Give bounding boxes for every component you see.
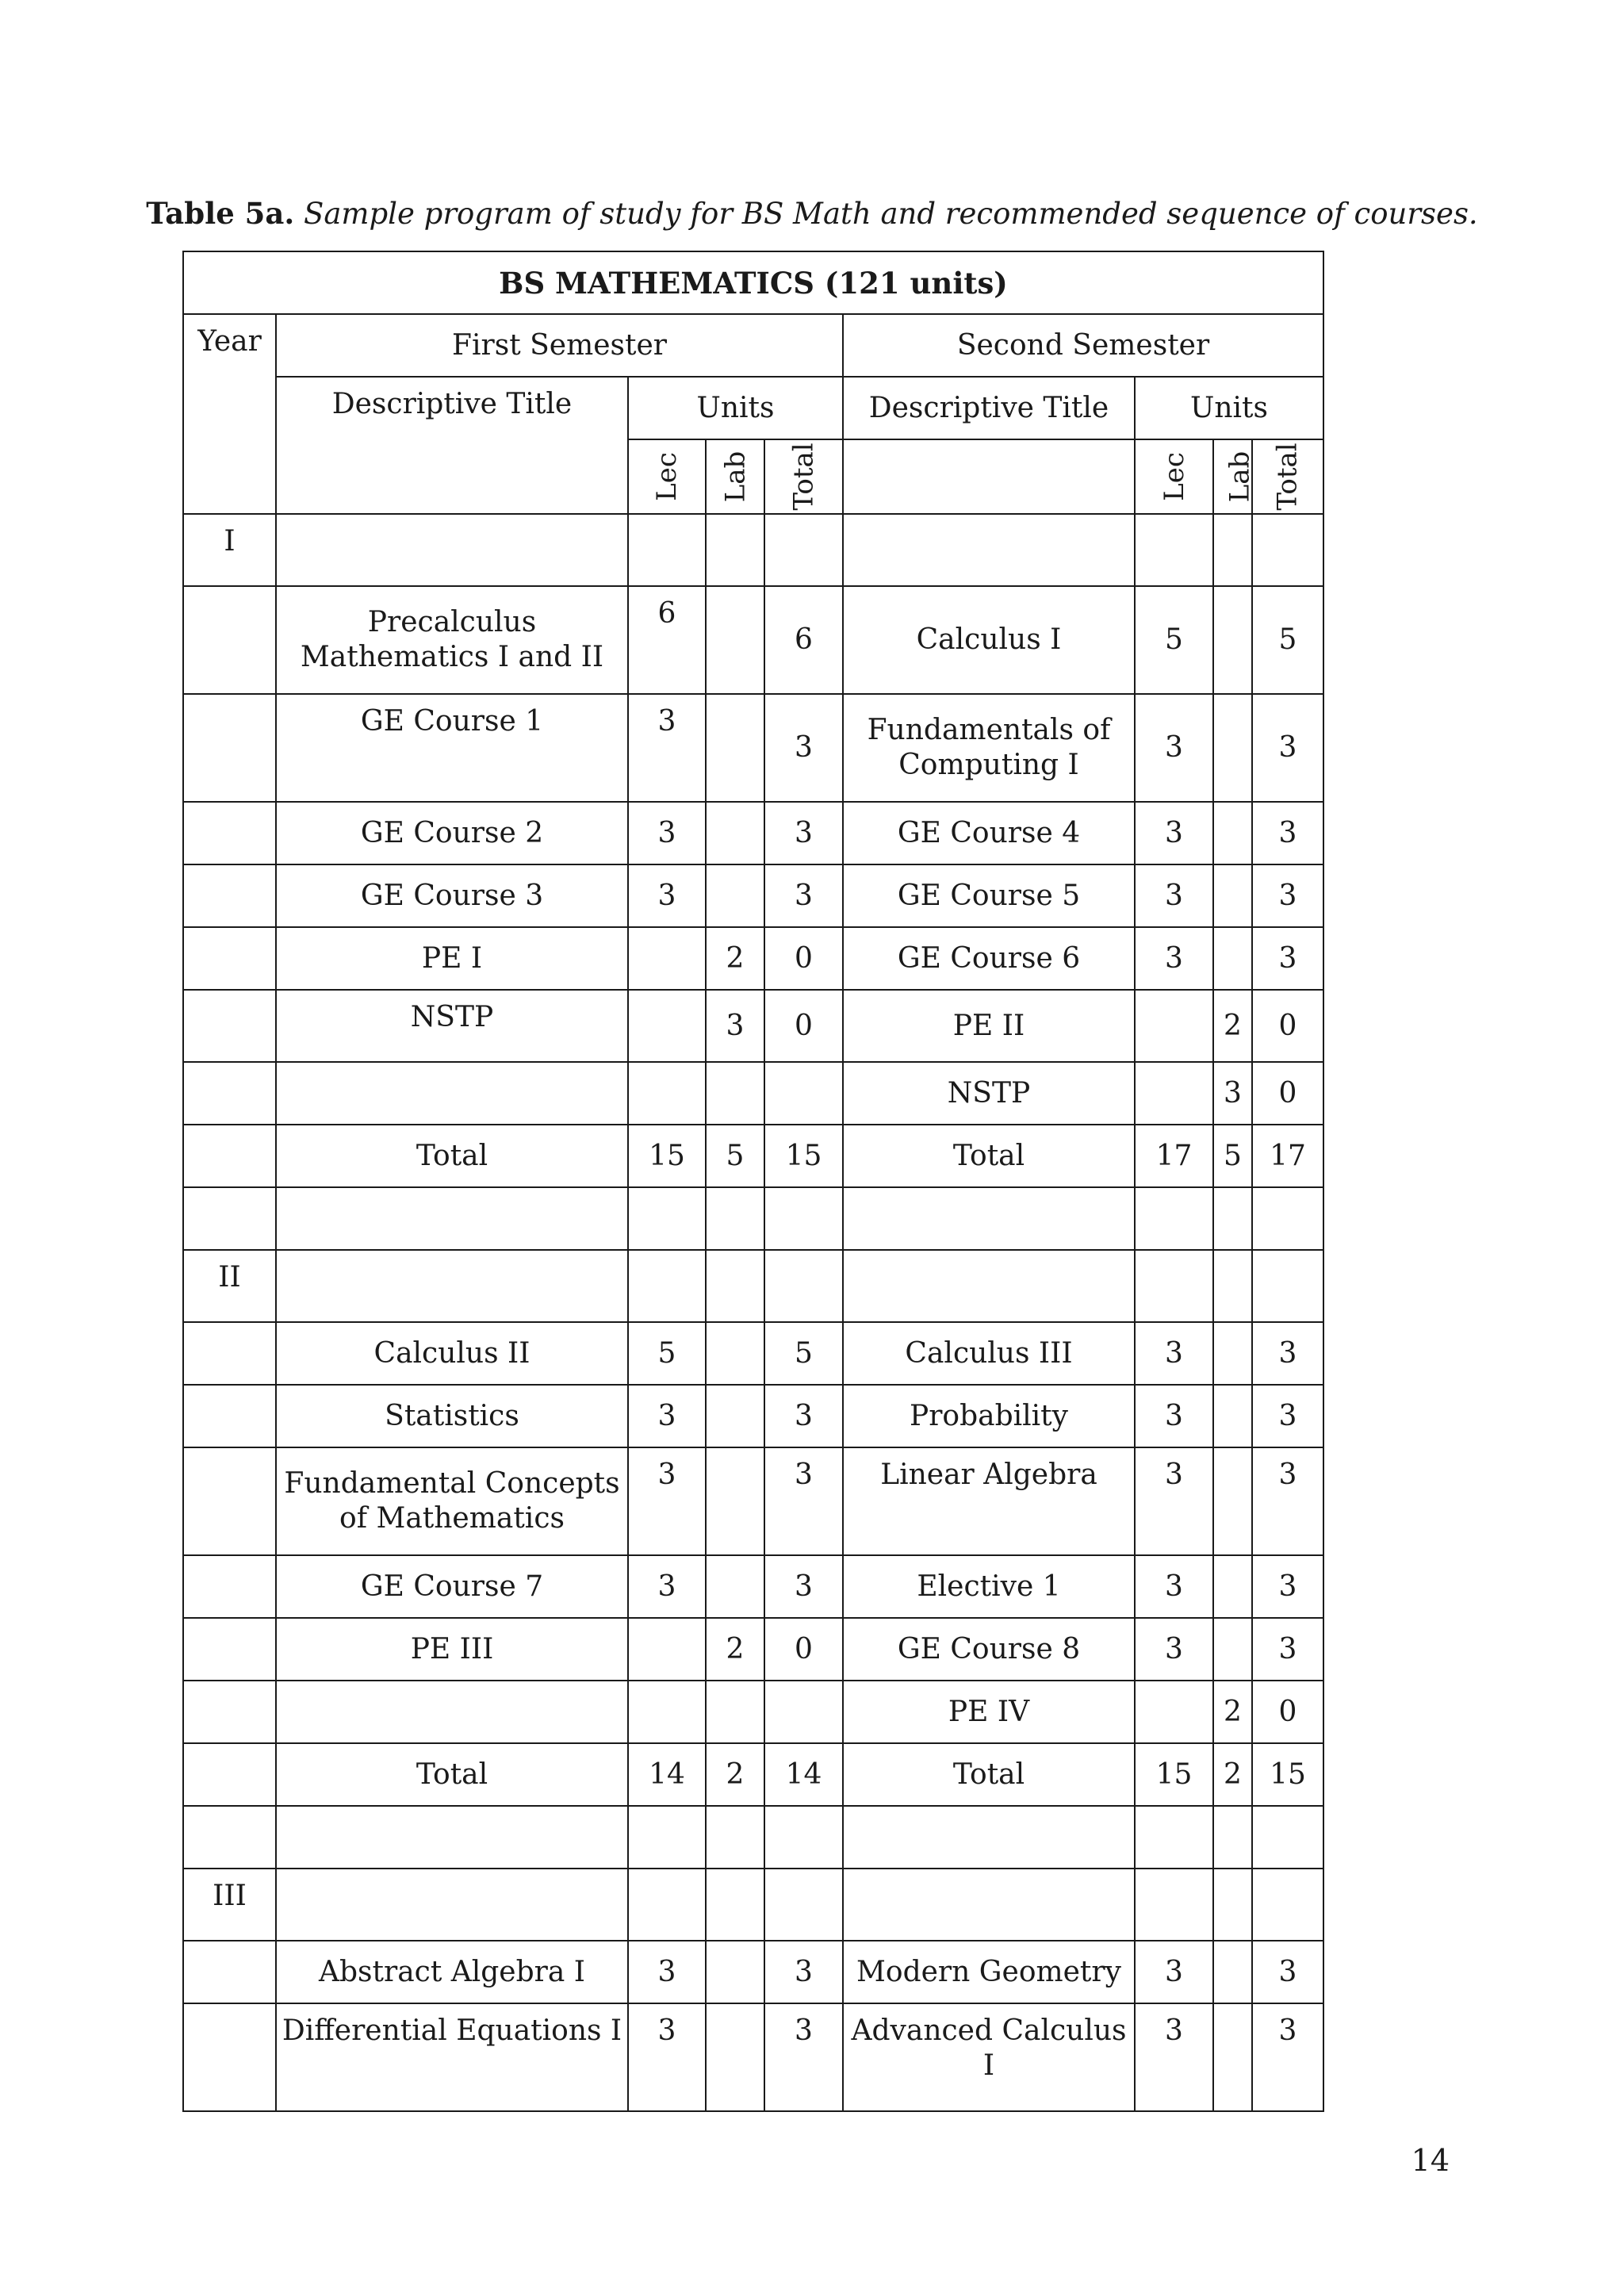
empty-cell [1252,1869,1323,1941]
lec-header-1: Lec [628,439,706,514]
second-semester-title-cell: Elective 1 [843,1555,1135,1618]
table-row [183,1555,1323,1618]
second-semester-total-cell: 3 [1252,2003,1323,2111]
first-semester-lec-cell: 15 [628,1125,706,1187]
first-semester-title-cell: GE Course 7 [276,1555,628,1618]
empty-cell [628,1869,706,1941]
year-cell [183,1743,276,1806]
first-semester-lab-cell [706,1555,764,1618]
first-semester-total-cell: 3 [764,1385,843,1447]
empty-cell [183,1187,276,1250]
second-semester-total-cell: 3 [1252,1555,1323,1618]
total-header-2: Total [1252,439,1323,514]
second-semester-total-cell: 15 [1252,1743,1323,1806]
first-semester-lec-cell: 3 [628,694,706,802]
units-header-1: Units [628,377,843,439]
first-semester-lec-cell [628,1681,706,1743]
empty-cell [764,1250,843,1322]
empty-cell [1252,1187,1323,1250]
second-semester-lab-cell [1213,1322,1252,1385]
second-semester-total-cell: 0 [1252,1062,1323,1125]
first-semester-total-cell: 3 [764,2003,843,2111]
second-semester-lec-cell [1135,1062,1213,1125]
year-cell [183,1322,276,1385]
year-cell [183,1385,276,1447]
table-row [183,1743,1323,1806]
first-semester-lec-cell: 3 [628,1447,706,1555]
first-semester-title-cell: PE I [276,927,628,990]
empty-cell [183,1806,276,1869]
empty-cell [1213,1806,1252,1869]
second-semester-total-cell: 3 [1252,864,1323,927]
program-table [182,251,1324,2112]
second-semester-total-cell: 3 [1252,1941,1323,2003]
second-semester-lec-cell: 3 [1135,864,1213,927]
first-semester-total-cell: 6 [764,586,843,694]
year-cell [183,1125,276,1187]
first-semester-total-cell: 3 [764,1941,843,2003]
second-semester-header: Second Semester [843,314,1323,377]
lec-header-2: Lec [1135,439,1213,514]
year-row [183,1869,1323,1941]
first-semester-lab-cell [706,2003,764,2111]
first-semester-lec-cell: 3 [628,2003,706,2111]
empty-cell [1135,514,1213,586]
first-semester-total-cell: 0 [764,990,843,1062]
empty-cell [628,514,706,586]
first-semester-lec-cell [628,927,706,990]
first-semester-total-cell: 0 [764,927,843,990]
second-semester-title-cell: GE Course 4 [843,802,1135,864]
table-row [183,2003,1323,2111]
first-semester-total-cell: 5 [764,1322,843,1385]
first-semester-header: First Semester [276,314,843,377]
second-semester-lab-cell: 2 [1213,990,1252,1062]
second-semester-title-cell: Probability [843,1385,1135,1447]
first-semester-total-cell: 3 [764,864,843,927]
descriptive-title-header-1: Descriptive Title [276,377,628,514]
second-semester-lec-cell: 3 [1135,1385,1213,1447]
first-semester-total-cell: 3 [764,802,843,864]
first-semester-lab-cell [706,586,764,694]
table-row [183,1322,1323,1385]
second-semester-total-cell: 3 [1252,927,1323,990]
empty-cell [843,1250,1135,1322]
empty-cell [843,1187,1135,1250]
second-semester-title-cell: Total [843,1125,1135,1187]
table-row [183,1618,1323,1681]
year-cell [183,1618,276,1681]
table-row [183,586,1323,694]
table-row [183,694,1323,802]
empty-cell [1135,1806,1213,1869]
second-semester-lab-cell [1213,694,1252,802]
second-semester-lab-cell [1213,927,1252,990]
year-cell [183,1555,276,1618]
second-semester-total-cell: 3 [1252,1447,1323,1555]
descriptive-title-header-2: Descriptive Title [843,377,1135,439]
total-header-1: Total [764,439,843,514]
year-cell [183,1681,276,1743]
first-semester-lab-cell [706,1681,764,1743]
second-semester-total-cell: 3 [1252,1322,1323,1385]
second-semester-total-cell: 3 [1252,802,1323,864]
lab-header-1: Lab [706,439,764,514]
page-number: 14 [1411,2143,1450,2178]
first-semester-title-cell [276,1062,628,1125]
empty-cell [764,514,843,586]
first-semester-title-cell: Precalculus Mathematics I and II [276,586,628,694]
year-row [183,1250,1323,1322]
year-row [183,514,1323,586]
first-semester-lec-cell: 3 [628,1555,706,1618]
first-semester-total-cell: 3 [764,1555,843,1618]
first-semester-lec-cell: 3 [628,1941,706,2003]
second-semester-lec-cell: 3 [1135,1555,1213,1618]
year-cell [183,990,276,1062]
second-semester-title-cell: GE Course 6 [843,927,1135,990]
first-semester-lab-cell: 2 [706,1618,764,1681]
empty-cell [276,1187,628,1250]
year-cell [183,864,276,927]
caption-label: Table 5a. [146,196,295,231]
first-semester-lab-cell: 2 [706,1743,764,1806]
second-semester-title-cell: Calculus III [843,1322,1135,1385]
first-semester-total-cell [764,1062,843,1125]
first-semester-total-cell: 3 [764,694,843,802]
empty-cell [1213,1869,1252,1941]
first-semester-lec-cell: 14 [628,1743,706,1806]
second-semester-lec-cell: 3 [1135,1941,1213,2003]
empty-cell [706,1806,764,1869]
year-cell [183,927,276,990]
second-semester-total-cell: 3 [1252,1385,1323,1447]
second-semester-lab-cell [1213,1385,1252,1447]
second-semester-total-cell: 5 [1252,586,1323,694]
year-cell [183,2003,276,2111]
empty-cell [276,514,628,586]
empty-cell [843,514,1135,586]
year-label: III [183,1869,276,1941]
table-row [183,1062,1323,1125]
second-semester-title-cell: NSTP [843,1062,1135,1125]
table-row [183,1125,1323,1187]
first-semester-lab-cell [706,694,764,802]
first-semester-title-cell: Total [276,1125,628,1187]
second-semester-title-cell: Calculus I [843,586,1135,694]
empty-cell [1135,1869,1213,1941]
first-semester-title-cell: Calculus II [276,1322,628,1385]
second-semester-lec-cell: 15 [1135,1743,1213,1806]
year-label: I [183,514,276,586]
second-semester-lab-cell [1213,802,1252,864]
units-header-2: Units [1135,377,1323,439]
first-semester-total-cell [764,1681,843,1743]
second-semester-lec-cell: 5 [1135,586,1213,694]
first-semester-title-cell: PE III [276,1618,628,1681]
first-semester-title-cell: GE Course 2 [276,802,628,864]
first-semester-lec-cell [628,1062,706,1125]
second-semester-total-cell: 3 [1252,1618,1323,1681]
caption-text: Sample program of study for BS Math and recommended sequence of courses. [303,197,1478,231]
table-row [183,990,1323,1062]
empty-cell [1252,1250,1323,1322]
second-semester-title-cell: Total [843,1743,1135,1806]
table-row [183,802,1323,864]
second-semester-title-cell: Modern Geometry [843,1941,1135,2003]
first-semester-lab-cell [706,1385,764,1447]
second-semester-lab-cell: 3 [1213,1062,1252,1125]
empty-cell [276,1250,628,1322]
second-semester-lec-cell: 3 [1135,1447,1213,1555]
first-semester-lab-cell: 5 [706,1125,764,1187]
table-row [183,1385,1323,1447]
first-semester-total-cell: 15 [764,1125,843,1187]
table-row [183,1941,1323,2003]
second-semester-lec-cell: 3 [1135,927,1213,990]
empty-cell [706,1187,764,1250]
first-semester-lab-cell [706,1941,764,2003]
first-semester-title-cell: Abstract Algebra I [276,1941,628,2003]
table-title: BS MATHEMATICS (121 units) [183,251,1323,314]
first-semester-lab-cell [706,1322,764,1385]
second-semester-total-cell: 0 [1252,990,1323,1062]
year-header: Year [183,314,276,514]
first-semester-lec-cell [628,990,706,1062]
first-semester-lab-cell [706,864,764,927]
second-semester-lab-cell [1213,864,1252,927]
lab-header-2: Lab [1213,439,1252,514]
first-semester-title-cell [276,1681,628,1743]
empty-cell [1252,514,1323,586]
second-semester-lec-cell: 3 [1135,2003,1213,2111]
year-cell [183,1941,276,2003]
first-semester-lab-cell [706,1447,764,1555]
empty-cell [1135,1250,1213,1322]
empty-cell [1213,514,1252,586]
first-semester-lec-cell: 6 [628,586,706,694]
empty-cell [764,1187,843,1250]
empty-cell [1213,1250,1252,1322]
empty-cell [628,1806,706,1869]
first-semester-lec-cell: 3 [628,802,706,864]
year-cell [183,1062,276,1125]
empty-cell [706,1250,764,1322]
second-semester-title-cell: Fundamentals of Computing I [843,694,1135,802]
table-row [183,1681,1323,1743]
first-semester-total-cell: 3 [764,1447,843,1555]
first-semester-lab-cell [706,802,764,864]
second-semester-lec-cell: 3 [1135,1322,1213,1385]
second-semester-lab-cell [1213,1447,1252,1555]
empty-cell [1213,1187,1252,1250]
spacer-row [183,1806,1323,1869]
empty-cell [843,1806,1135,1869]
empty-cell [843,1869,1135,1941]
first-semester-total-cell: 0 [764,1618,843,1681]
first-semester-lec-cell: 3 [628,1385,706,1447]
second-semester-lec-cell: 17 [1135,1125,1213,1187]
empty-cell [1135,1187,1213,1250]
second-semester-title-cell: PE IV [843,1681,1135,1743]
first-semester-title-cell: Total [276,1743,628,1806]
second-semester-lab-cell: 5 [1213,1125,1252,1187]
first-semester-lec-cell [628,1618,706,1681]
first-semester-lec-cell: 5 [628,1322,706,1385]
empty-cell [628,1250,706,1322]
second-semester-lab-cell [1213,1941,1252,2003]
second-semester-lec-cell: 3 [1135,694,1213,802]
second-semester-total-cell: 0 [1252,1681,1323,1743]
second-semester-lab-cell [1213,1555,1252,1618]
second-semester-title-cell: Advanced Calculus I [843,2003,1135,2111]
second-semester-lab-cell [1213,2003,1252,2111]
first-semester-lab-cell [706,1062,764,1125]
second-semester-lab-cell [1213,1618,1252,1681]
year-cell [183,694,276,802]
second-semester-lec-cell [1135,1681,1213,1743]
first-semester-lab-cell: 3 [706,990,764,1062]
first-semester-title-cell: NSTP [276,990,628,1062]
second-semester-lec-cell: 3 [1135,802,1213,864]
first-semester-total-cell: 14 [764,1743,843,1806]
year-cell [183,1447,276,1555]
empty-cell [276,1806,628,1869]
first-semester-title-cell: Differential Equations I [276,2003,628,2111]
empty-cell [628,1187,706,1250]
second-semester-total-cell: 3 [1252,694,1323,802]
table-row [183,864,1323,927]
second-semester-lab-cell: 2 [1213,1681,1252,1743]
first-semester-lec-cell: 3 [628,864,706,927]
second-semester-lec-cell: 3 [1135,1618,1213,1681]
first-semester-title-cell: GE Course 3 [276,864,628,927]
empty-cell [1252,1806,1323,1869]
year-label: II [183,1250,276,1322]
year-cell [183,802,276,864]
empty-cell [764,1869,843,1941]
second-semester-lab-cell [1213,586,1252,694]
first-semester-title-cell: GE Course 1 [276,694,628,802]
second-semester-lec-cell [1135,990,1213,1062]
table-caption [0,196,1624,232]
spacer-row [183,1187,1323,1250]
first-semester-title-cell: Fundamental Concepts of Mathematics [276,1447,628,1555]
second-semester-lab-cell: 2 [1213,1743,1252,1806]
table-row [183,1447,1323,1555]
empty-cell [764,1806,843,1869]
blank-header [843,439,1135,514]
second-semester-title-cell: GE Course 8 [843,1618,1135,1681]
empty-cell [706,514,764,586]
year-cell [183,586,276,694]
first-semester-lab-cell: 2 [706,927,764,990]
second-semester-title-cell: PE II [843,990,1135,1062]
first-semester-title-cell: Statistics [276,1385,628,1447]
table-row [183,927,1323,990]
second-semester-title-cell: GE Course 5 [843,864,1135,927]
empty-cell [706,1869,764,1941]
second-semester-total-cell: 17 [1252,1125,1323,1187]
empty-cell [276,1869,628,1941]
second-semester-title-cell: Linear Algebra [843,1447,1135,1555]
